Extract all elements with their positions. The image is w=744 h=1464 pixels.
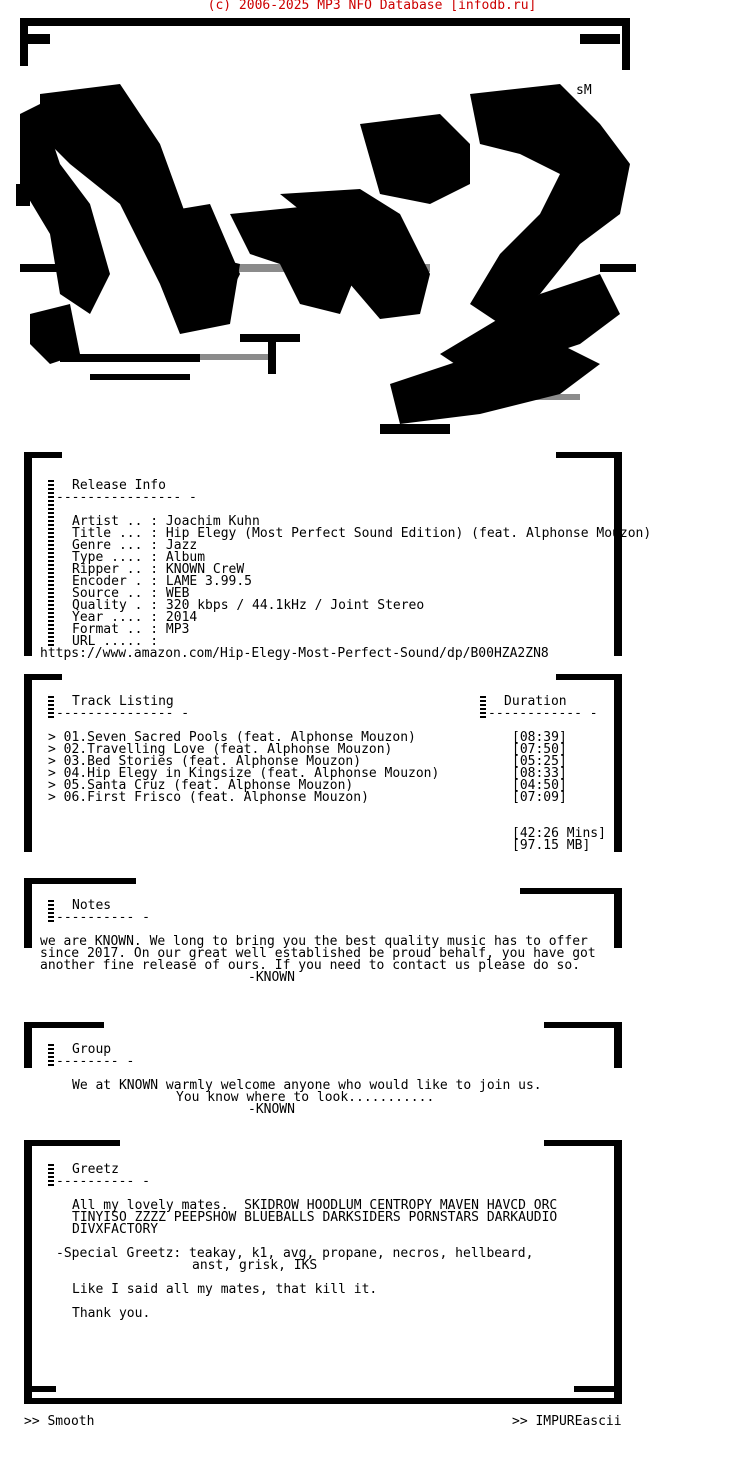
box-shade (48, 696, 54, 718)
group-line-2: You know where to look........... (176, 1090, 435, 1105)
greetz-thanks: Thank you. (72, 1306, 151, 1321)
track-duration: [04:50] (512, 778, 567, 793)
box-corner (544, 1022, 622, 1028)
group-rule: -------- - (56, 1054, 135, 1069)
track-title: > 03.Bed Stories (feat. Alphonse Mouzon) (48, 754, 362, 769)
logo-tag: sM (576, 83, 592, 98)
box-corner (574, 1386, 614, 1392)
box-left-edge (24, 878, 32, 948)
track-duration: [05:25] (512, 754, 567, 769)
track-listing-heading: Track Listing (72, 694, 174, 709)
release-info-row: Genre ... : Jazz (72, 538, 198, 553)
total-time: [42:26 Mins] (512, 826, 606, 841)
greetz-mates-1: All my lovely mates. SKIDROW HOODLUM CENTROPY MAVEN HAVCD ORC (72, 1198, 558, 1213)
footer-right: >> IMPUREascii (512, 1414, 622, 1429)
box-shade (48, 1044, 54, 1066)
box-corner (32, 1022, 104, 1028)
track-duration: [07:50] (512, 742, 567, 757)
box-shade (480, 696, 486, 718)
box-shade (48, 900, 54, 922)
notes-rule: ---------- - (56, 910, 150, 925)
notes-line: since 2017. On our great well established be proud behalf, you have got (40, 946, 596, 961)
release-info-rule: ---------------- - (56, 490, 197, 505)
release-info-row: Type .... : Album (72, 550, 206, 565)
box-right-edge (614, 674, 622, 852)
footer-left: >> Smooth (24, 1414, 95, 1429)
duration-rule: ------------ - (488, 706, 598, 721)
box-right-edge (614, 1022, 622, 1068)
box-corner (32, 1386, 56, 1392)
box-corner (32, 878, 136, 884)
track-title: > 02.Travelling Love (feat. Alphonse Mouzon) (48, 742, 393, 757)
track-duration: [08:33] (512, 766, 567, 781)
release-info-heading: Release Info (72, 478, 166, 493)
track-title: > 04.Hip Elegy in Kingsize (feat. Alphonse Mouzon) (48, 766, 440, 781)
notes-line: another fine release of ours. If you need to contact us please do so. (40, 958, 581, 973)
release-url-link[interactable]: https://www.amazon.com/Hip-Elegy-Most-Perfect-Sound/dp/B00HZA2ZN8 (40, 646, 549, 661)
box-left-edge (24, 1140, 32, 1398)
notes-heading: Notes (72, 898, 112, 913)
box-right-edge (614, 452, 622, 656)
greetz-special-1: -Special Greetz: teakay, k1, avg, propane, necros, hellbeard, (56, 1246, 534, 1261)
group-line-1: We at KNOWN warmly welcome anyone who would like to join us. (72, 1078, 542, 1093)
group-heading: Group (72, 1042, 112, 1057)
greetz-mates-3: DIVXFACTORY (72, 1222, 159, 1237)
track-title: > 06.First Frisco (feat. Alphonse Mouzon) (48, 790, 369, 805)
track-duration: [07:09] (512, 790, 567, 805)
release-info-row: Year .... : 2014 (72, 610, 198, 625)
notes-line: we are KNOWN. We long to bring you the best quality music has to offer (40, 934, 588, 949)
box-right-edge (614, 888, 622, 948)
notes-signature: -KNOWN (248, 970, 295, 985)
box-left-edge (24, 1022, 32, 1068)
duration-heading: Duration (504, 694, 567, 709)
box-corner (556, 674, 622, 680)
release-info-row: Quality . : 320 kbps / 44.1kHz / Joint Stereo (72, 598, 425, 613)
box-left-edge (24, 452, 32, 656)
box-shade (48, 1164, 54, 1186)
release-info-row: Format .. : MP3 (72, 622, 190, 637)
box-corner (556, 452, 622, 458)
greetz-heading: Greetz (72, 1162, 119, 1177)
greetz-mates-2: TINYISO ZZZZ PEEPSHOW BLUEBALLS DARKSIDERS PORNSTARS DARKAUDIO (72, 1210, 558, 1225)
release-info-row: Source .. : WEB (72, 586, 190, 601)
total-size: [97.15 MB] (512, 838, 591, 853)
box-corner (32, 1140, 120, 1146)
greetz-special-2: anst, grisk, IKS (192, 1258, 318, 1273)
release-info-row: Ripper .. : KNOWN CreW (72, 562, 245, 577)
track-listing-rule: --------------- - (56, 706, 190, 721)
release-info-row: Title ... : Hip Elegy (Most Perfect Sound Edition) (feat. Alphonse Mouzon) (72, 526, 652, 541)
track-title: > 05.Santa Cruz (feat. Alphonse Mouzon) (48, 778, 354, 793)
ascii-logo (0, 14, 744, 444)
greetz-closing: Like I said all my mates, that kill it. (72, 1282, 378, 1297)
box-left-edge (24, 674, 32, 852)
release-info-row: Encoder . : LAME 3.99.5 (72, 574, 253, 589)
track-title: > 01.Seven Sacred Pools (feat. Alphonse Mouzon) (48, 730, 416, 745)
group-signature: -KNOWN (248, 1102, 295, 1117)
box-bottom-edge (24, 1398, 622, 1404)
box-corner (544, 1140, 622, 1146)
copyright-header: (c) 2006-2025 MP3 NFO Database [infodb.ru] (207, 0, 537, 13)
release-info-row: URL ..... : (72, 634, 159, 649)
greetz-rule: ---------- - (56, 1174, 150, 1189)
release-info-row: Artist .. : Joachim Kuhn (72, 514, 260, 529)
box-corner (520, 888, 622, 894)
box-shade (48, 478, 54, 646)
box-right-edge (614, 1140, 622, 1398)
track-duration: [08:39] (512, 730, 567, 745)
